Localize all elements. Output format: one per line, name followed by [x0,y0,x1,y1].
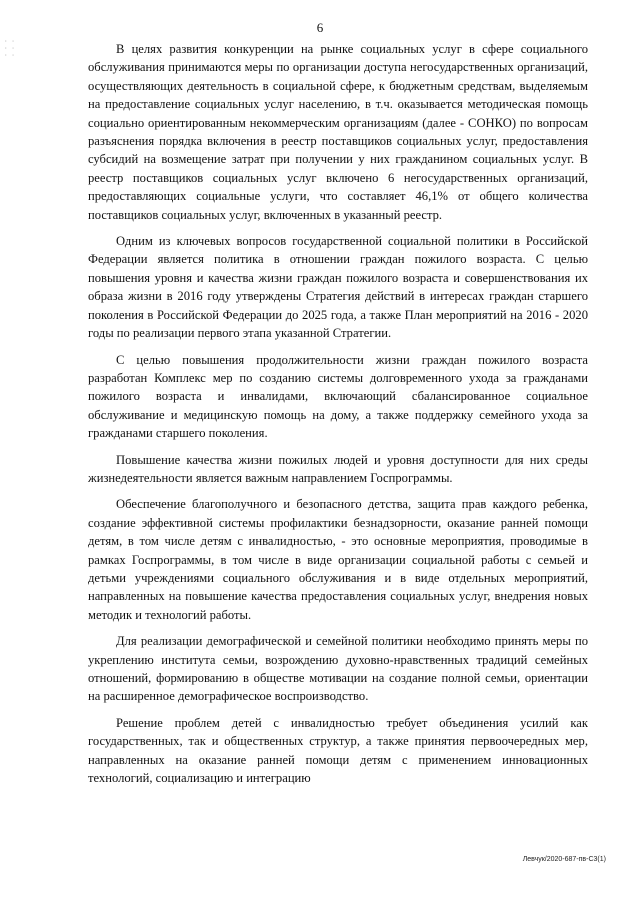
document-body [88,40,588,795]
page-number: 6 [316,20,324,35]
margin-scan-marks: · · · · · · [4,38,15,59]
paragraph-accessibility: Повышение качества жизни пожилых людей и уровня доступности для них среды жизнедеятельности является важным направлением Госпрограммы. [88,452,588,485]
paragraph-childhood: Обеспечение благополучного и безопасного детства, защита прав каждого ребенка, создание эффективной системы профилактики безнадзорности, оказание ранней помощи детям, в том числе детям с инвалидностью, - это основные мероприятия, проводимые в рамках Госпрограммы, в том числе в виде организации социальной работы с семьей и детьми учреждениями социального обслуживания и в виде отдельных мероприятий, направленных на повышение качества предоставления социальных услуг, внедрения новых методик и технологий работы. [88,497,588,622]
paragraph-longterm-care: С целью повышения продолжительности жизни граждан пожилого возраста разработан Комплекс мер по созданию системы долговременного ухода за гражданами пожилого возраста и инвалидами, включающий сбалансированное социальное обслуживание и медицинскую помощь на дому, а также поддержку семейного ухода за гражданами старшего поколения. [88,352,588,441]
paragraph-disabled-children: Решение проблем детей с инвалидностью требует объединения усилий как государственных, так и общественных структур, а также принятия первоочередных мер, направленных на оказание ранней помощи детям с применением инновационных технологий, социализацию и интеграцию [88,715,588,786]
paragraph-elderly-policy: Одним из ключевых вопросов государственной социальной политики в Российской Федерации является политика в отношении граждан пожилого возраста. С целью повышения уровня и качества жизни граждан пожилого возраста и совершенствования их образа жизни в 2016 году утверждены Стратегия действий в интересах граждан старшего поколения в Российской Федерации до 2025 года, а также План мероприятий на 2016 - 2020 годы по реализации первого этапа указанной Стратегии. [88,234,588,341]
paragraph-competition: В целях развития конкуренции на рынке социальных услуг в сфере социального обслуживания принимаются меры по организации доступа негосударственных организаций, осуществляющих деятельность в социальной сфере, к бюджетным средствам, выделяемым на предоставление социальных услуг населению, в т.ч. оказывается методическая помощь социально ориентированным некоммерческим организациям (далее - СОНКО) по вопросам разъяснения порядка включения в реестр поставщиков социальных услуг, предоставления субсидий на возмещение затрат при получении у них гражданином социальных услуг. В реестр поставщиков социальных услуг включено 6 негосударственных организаций, предоставляющих социальные услуги, что составляет 46,1% от общего количества поставщиков социальных услуг, включенных в указанный реестр. [88,42,588,222]
footer-document-code: Левчук/2020-687-пв-С3(1) [522,856,606,863]
paragraph-family-policy: Для реализации демографической и семейной политики необходимо принять меры по укреплению института семьи, возрождению духовно-нравственных традиций семейных отношений, формированию в обществе мотивации на создание полной семьи, ориентации на расширенное демографическое воспроизводство. [88,634,588,704]
